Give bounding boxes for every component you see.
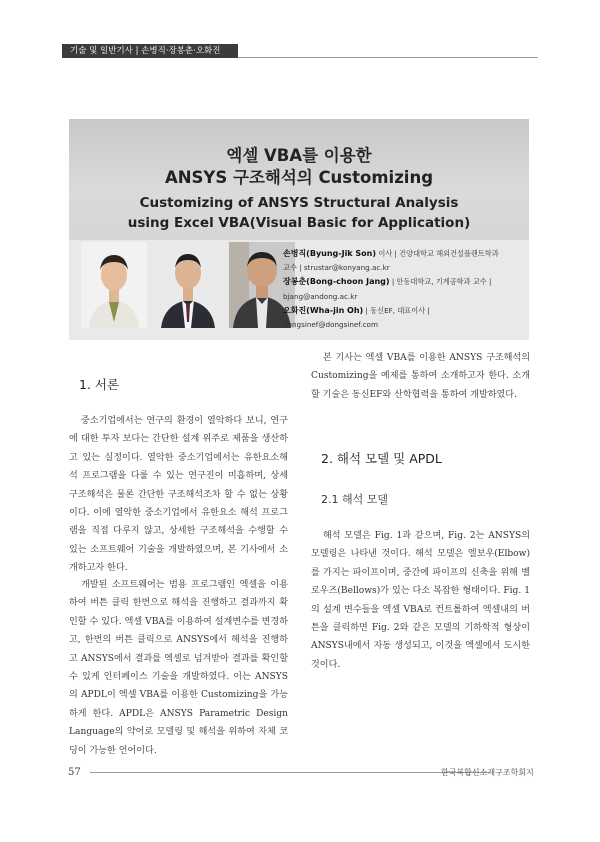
author-photo-jang [155,242,221,328]
author-name: 오화진(Wha-jin Oh) [283,305,364,315]
intro-paragraph-right: 본 기사는 엑셀 VBA를 이용한 ANSYS 구조해석의 Customizing을 예제를 통하여 소개하고자 한다. 소개할 기술은 동신EF와 산학협력을 통하여 개발하였다. [311,353,530,400]
top-margin [0,0,600,36]
title-block [69,145,529,233]
footer-rule [90,772,490,773]
section-2-heading: 2. 해석 모델 및 APDL [321,451,442,466]
section-2-1-heading: 2.1 해석 모델 [321,493,388,506]
section-label: 기술 및 일반기사 | 손병직·장봉춘·오화진 [70,46,221,56]
header-rule [238,57,538,58]
author-affiliation: 이사 | 건양대학교 해외건설플랜트학과 [376,249,499,258]
author-line: dongsinef@dongsinef.com [283,320,378,330]
page-number: 57 [68,767,81,778]
journal-name: 한국복합신소재구조학회지 [441,768,534,777]
title-banner [69,119,529,340]
section-1-paragraph-1: 중소기업에서는 연구의 환경이 열악하다 보니, 연구에 대한 투자 보다는 간단한 설계 위주로 제품을 생산하고 있는 실정이다. 열악한 중소기업에서는 유한요소해석 프로그램을 다룰 수 있는 연구진이 미흡하며, 상세 구조해석은 물론 간단한 구조해석조차 할 수 없는 상황이다. 이에 열악한 중소기업에서 유한요소 해석 프로그램을 직접 다루지 않고, 상세한 구조해석을 수행할 수 있는 소프트웨어 기술을 개발하였으며, 본 기사에서 소개하고자 한다. [69,416,288,574]
section-2-1-paragraph: 해석 모델은 Fig. 1과 같으며, Fig. 2는 ANSYS의 모델링은 나타낸 것이다. 해석 모델은 엘보우(Elbow)를 가지는 파이프이며, 중간에 파이프의 신축을 위해 벨로우즈(Bellows)가 있는 다소 복잡한 형태이다. Fig. 1의 설계 변수들을 엑셀 VBA로 컨트롤하여 엑셀내의 버튼을 클릭하면 Fig. 2와 같은 모델의 기하학적 형상이 ANSYS내에서 자동 생성되고, 이것을 엑셀에서 도시한 것이다. [311,531,530,670]
author-line: bjang@andong.ac.kr [283,291,358,301]
author-info [283,247,527,332]
author-name: 손병직(Byung-Jik Son) [283,249,377,258]
section-label-tab [62,44,238,58]
korean-title-line-1: 엑셀 VBA를 이용한 [226,146,372,165]
english-title-line-1: Customizing of ANSYS Structural Analysis [139,195,459,211]
author-line [283,304,527,318]
author-photo-son [81,242,147,328]
author-line: 교수 | strustar@konyang.ac.kr [283,263,390,273]
section-1-heading: 1. 서론 [79,377,120,392]
author-line [283,247,527,261]
korean-title-line-2: ANSYS 구조해석의 Customizing [164,168,434,187]
author-affiliation: | 안동대학교, 기계공학과 교수 | [389,277,492,287]
author-name: 장봉춘(Bong-choon Jang) [283,277,390,287]
author-affiliation: | 동신EF, 대표이사 | [363,305,430,315]
english-title-line-2: using Excel VBA(Visual Basic for Application) [127,215,471,231]
author-line [283,275,527,289]
section-1-paragraph-2: 개발된 소프트웨어는 범용 프로그램인 엑셀을 이용하여 버튼 클릭 한번으로 해석을 진행하고 결과까지 확인할 수 있다. 엑셀 VBA를 이용하여 설계변수를 변경하고, 한번의 버튼 클릭으로 ANSYS에서 해석을 진행하고 ANSYS에서 결과를 엑셀로 넘겨받아 결과를 확인할 수 있게 인터페이스 기술을 개발하였다. 이는 ANSYS의 APDL이 엑셀 VBA를 이용한 Customizing을 가능하게 한다. APDL은 ANSYS Parametric Design Language의 약어로 모델링 및 해석을 위하여 자체 코딩이 가능한 언어이다. [69,580,288,756]
